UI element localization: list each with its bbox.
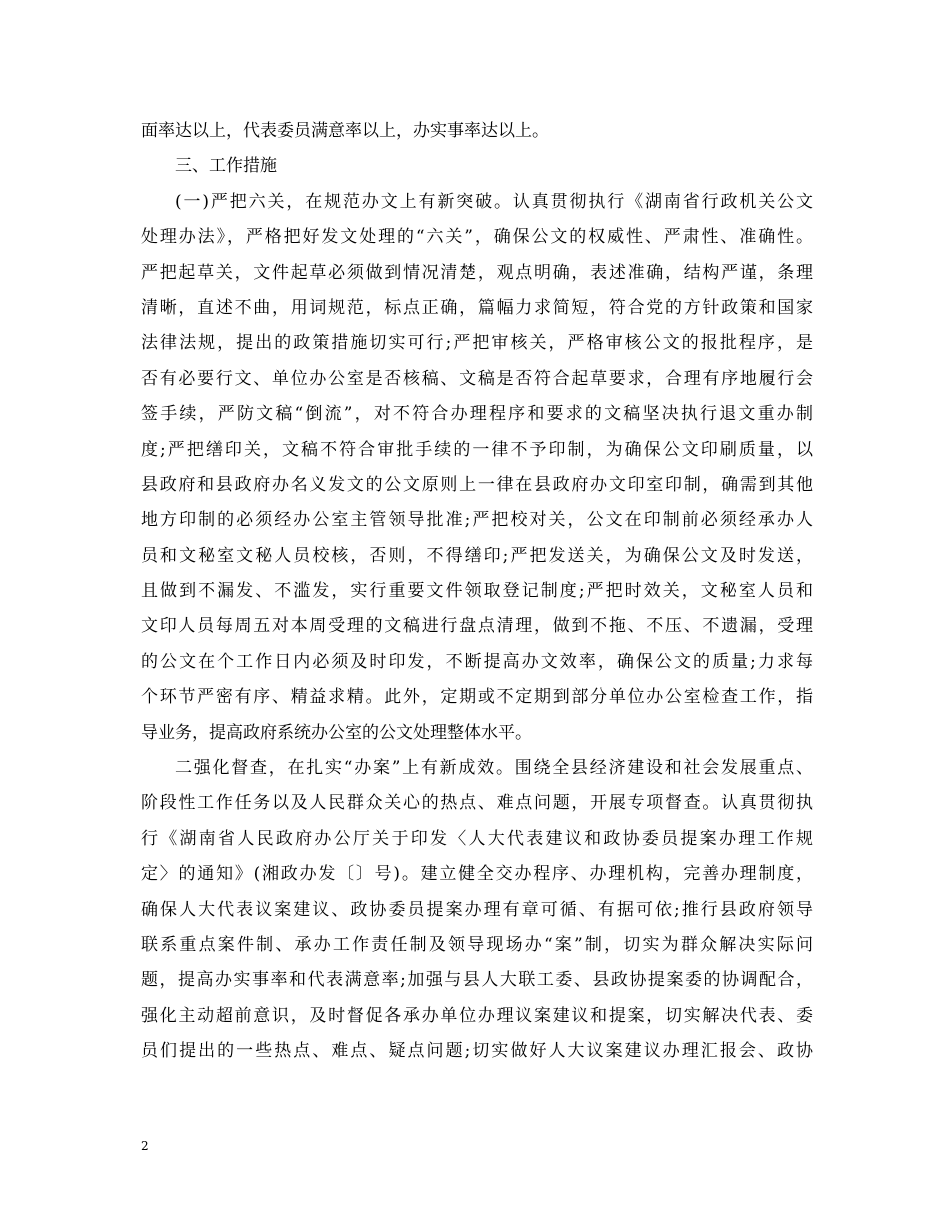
text-line: 联系重点案件制、承办工作责任制及领导现场办“案”制，切实为群众解决实际问 xyxy=(141,934,813,955)
text-line: 的公文在个工作日内必须及时印发，不断提高办文效率，确保公文的质量;力求每 xyxy=(141,651,813,672)
text-line: 且做到不漏发、不滥发，实行重要文件领取登记制度;严把时效关，文秘室人员和 xyxy=(141,581,813,602)
text-line: 行《湖南省人民政府办公厅关于印发〈人大代表建议和政协委员提案办理工作规 xyxy=(141,828,813,849)
text-line: 清晰，直述不曲，用词规范，标点正确，篇幅力求简短，符合党的方针政策和国家 xyxy=(141,297,813,318)
text-line: 二强化督查，在扎实“办案”上有新成效。围绕全县经济建设和社会发展重点、 xyxy=(175,758,813,779)
section-heading: 三、工作措施 xyxy=(175,156,277,177)
text-line: 文印人员每周五对本周受理的文稿进行盘点清理，做到不拖、不压、不遗漏，受理 xyxy=(141,616,813,637)
text-line: 员们提出的一些热点、难点、疑点问题;切实做好人大议案建议办理汇报会、政协 xyxy=(141,1041,813,1062)
text-line: 导业务，提高政府系统办公室的公文处理整体水平。 xyxy=(141,722,532,743)
text-line: 处理办法》，严格把好发文处理的“六关”，确保公文的权威性、严肃性、准确性。 xyxy=(141,227,813,248)
text-line: 县政府和县政府办名义发文的公文原则上一律在县政府办文印室印制，确需到其他 xyxy=(141,474,813,495)
text-line: 阶段性工作任务以及人民群众关心的热点、难点问题，开展专项督查。认真贯彻执 xyxy=(141,793,813,814)
text-line: 面率达以上，代表委员满意率以上，办实事率达以上。 xyxy=(141,121,549,141)
text-line: 严把起草关，文件起草必须做到情况清楚，观点明确，表述准确，结构严谨，条理 xyxy=(141,262,813,283)
text-line: 强化主动超前意识，及时督促各承办单位办理议案建议和提案，切实解决代表、委 xyxy=(141,1005,813,1026)
text-line: 法律法规，提出的政策措施切实可行;严把审核关，严格审核公文的报批程序，是 xyxy=(141,333,813,354)
text-line: 签手续，严防文稿“倒流”，对不符合办理程序和要求的文稿坚决执行退文重办制 xyxy=(141,404,813,425)
text-line: 确保人大代表议案建议、政协委员提案办理有章可循、有据可依;推行县政府领导 xyxy=(141,899,813,920)
text-line: 个环节严密有序、精益求精。此外，定期或不定期到部分单位办公室检查工作，指 xyxy=(141,687,813,708)
document-body xyxy=(141,114,813,1070)
text-line: 度;严把缮印关，文稿不符合审批手续的一律不予印制，为确保公文印刷质量，以 xyxy=(141,439,813,460)
text-line: (一)严把六关，在规范办文上有新突破。认真贯彻执行《湖南省行政机关公文 xyxy=(175,191,813,212)
text-line: 否有必要行文、单位办公室是否核稿、文稿是否符合起草要求，合理有序地履行会 xyxy=(141,368,813,389)
text-line: 员和文秘室文秘人员校核，否则，不得缮印;严把发送关，为确保公文及时发送， xyxy=(141,545,813,566)
text-line: 地方印制的必须经办公室主管领导批准;严把校对关，公文在印制前必须经承办人 xyxy=(141,510,813,531)
text-line: 定〉的通知》(湘政办发〔〕号)。建立健全交办程序、办理机构，完善办理制度， xyxy=(141,864,813,885)
page-number: 2 xyxy=(141,1139,149,1153)
text-line: 题，提高办实事率和代表满意率;加强与县人大联工委、县政协提案委的协调配合， xyxy=(141,970,813,991)
